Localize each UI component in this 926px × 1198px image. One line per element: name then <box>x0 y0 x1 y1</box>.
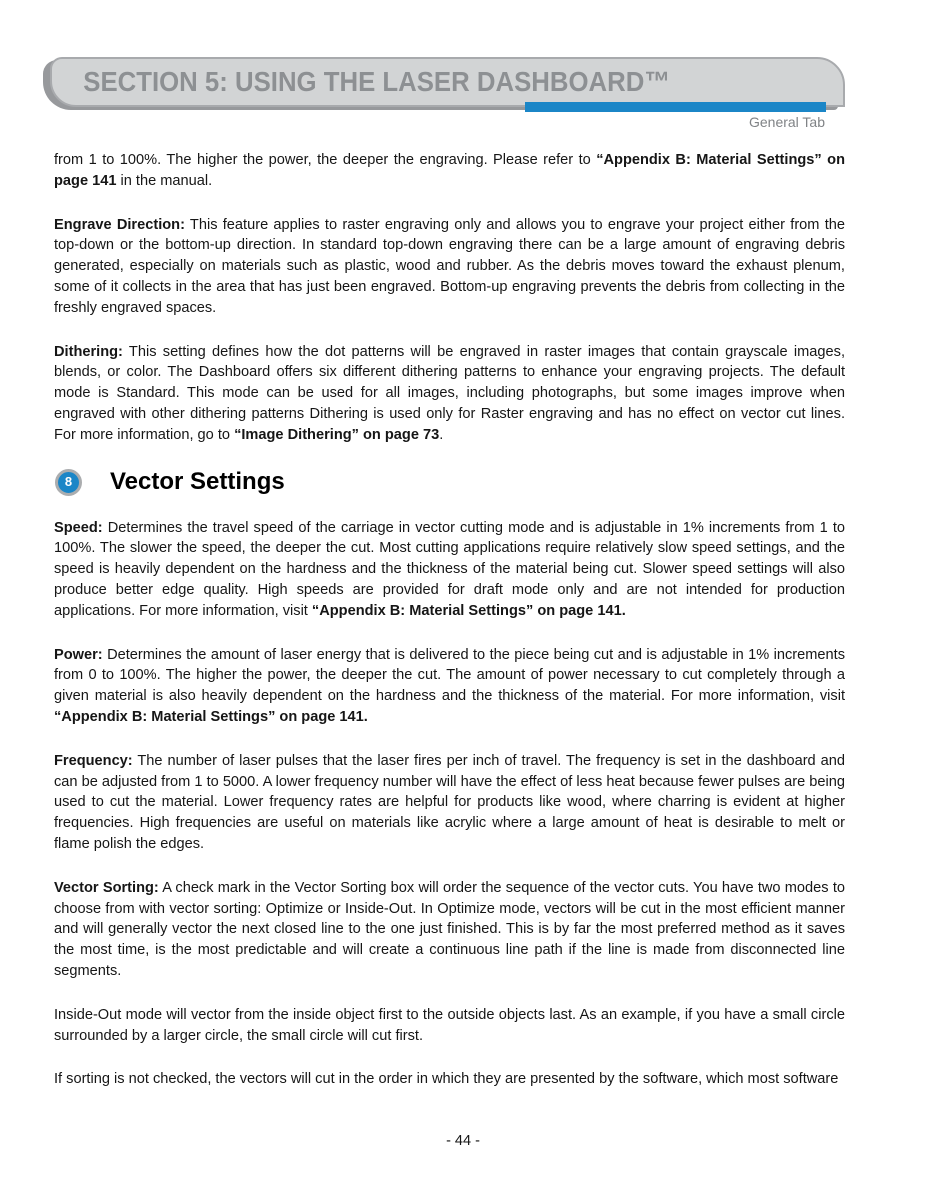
section-title: SECTION 5: USING THE LASER DASHBOARD™ <box>83 66 671 97</box>
paragraph-text: This feature applies to raster engraving only and allows you to engrave your project either from the top-down or the bottom-up direction. In standard top-down engraving there can be a large amount of engraving debris generated, especially on materials such as plastic, wood and rubber. As the debris moves toward the exhaust plenum, some of it collects in the area that has just been engraved. Bottom-up engraving prevents the debris from collecting in the freshly engraved spaces. <box>54 216 845 316</box>
accent-bar <box>525 102 826 112</box>
paragraph-text: Determines the travel speed of the carriage in vector cutting mode and is adjustable in 1% increments from 1 to 100%. The slower the speed, the deeper the cut. Most cutting applications require relatively slow speed settings, and the speed is heavily dependent on the hardness and the thickness of the material being cut. Slower speed settings will also produce better edge quality. High speeds are provided for draft mode only and are not intended for production applications. For more information, visit <box>54 519 845 619</box>
paragraph-text: Determines the amount of laser energy that is delivered to the piece being cut and is adjustable in 1% increments from 0 to 100%. The higher the power, the deeper the cut. The amount of power necessary to cut completely through a given material is also heavily dependent on the hardness and the thickness of the material. For more information, visit <box>54 646 845 705</box>
term-label: Engrave Direction: <box>54 216 185 233</box>
paragraph-text: Inside-Out mode will vector from the inside object first to the outside objects last. As an example, if you have a small circle surrounded by a larger circle, the small circle will cut first. <box>54 1006 845 1044</box>
paragraph-dithering <box>54 342 845 446</box>
paragraph-inside-out <box>54 1005 845 1047</box>
paragraph-power-intro <box>54 150 845 192</box>
term-label: Dithering: <box>54 343 123 360</box>
paragraph-text: If sorting is not checked, the vectors will cut in the order in which they are presented by the software, which most software <box>54 1071 839 1088</box>
cross-reference: “Image Dithering” on page 73 <box>234 426 440 443</box>
paragraph-text: The number of laser pulses that the laser fires per inch of travel. The frequency is set in the dashboard and can be adjusted from 1 to 5000. A lower frequency number will have the effect of less heat because fewer pulses are being used to cut the material. Lower frequency rates are helpful for products like wood, where charring is evident at higher frequencies. High frequencies are useful on materials like acrylic where a large amount of heat is desirable to melt or flame polish the edges. <box>54 752 845 852</box>
paragraph-power <box>54 645 845 728</box>
section-heading-vector-settings <box>54 469 845 496</box>
term-label: Frequency: <box>54 752 133 769</box>
term-label: Vector Sorting: <box>54 879 159 896</box>
section-heading-title: Vector Settings <box>110 467 285 495</box>
cross-reference: “Appendix B: Material Settings” on page 141. <box>311 602 626 619</box>
page-content <box>54 150 845 1113</box>
paragraph-speed <box>54 518 845 622</box>
banner <box>50 57 845 107</box>
paragraph-vector-sorting <box>54 878 845 982</box>
paragraph-text: from 1 to 100%. The higher the power, the deeper the engraving. Please refer to <box>54 152 597 168</box>
paragraph-text: This setting defines how the dot patterns will be engraved in raster images that contain grayscale images, blends, or color. The Dashboard offers six different dithering patterns to enhance your engraving projects. The default mode is Standard. This mode can be used for all images, including photographs, but some images improve when engraved with other dithering patterns Dithering is used only for Raster engraving and has no effect on vector cut lines. For more information, go to <box>54 343 845 443</box>
paragraph-sorting-unchecked <box>54 1069 845 1090</box>
paragraph-text: . <box>439 426 444 443</box>
paragraph-engrave-direction <box>54 215 845 319</box>
page-number: - 44 - <box>446 1133 480 1149</box>
term-label: Speed: <box>54 519 103 536</box>
step-number-badge: 8 <box>55 469 82 496</box>
term-label: Power: <box>54 646 103 663</box>
section-header-banner <box>50 57 845 107</box>
cross-reference: “Appendix B: Material Settings” on page 141. <box>54 708 368 725</box>
paragraph-frequency <box>54 751 845 855</box>
tab-context-label: General Tab <box>748 114 825 130</box>
cross-reference: “Appendix B: Material Settings” on page 141 <box>54 152 845 189</box>
paragraph-text: A check mark in the Vector Sorting box will order the sequence of the vector cuts. You have two modes to choose from with vector sorting: Optimize or Inside-Out. In Optimize mode, vectors will be cut in the most efficient manner and will generally vector the next closed line to the one just finished. This is by far the most preferred method as it saves the most time, is the most predictable and will create a continuous line path if the line is made from disconnected line segments. <box>54 879 845 979</box>
paragraph-text: in the manual. <box>116 172 213 189</box>
